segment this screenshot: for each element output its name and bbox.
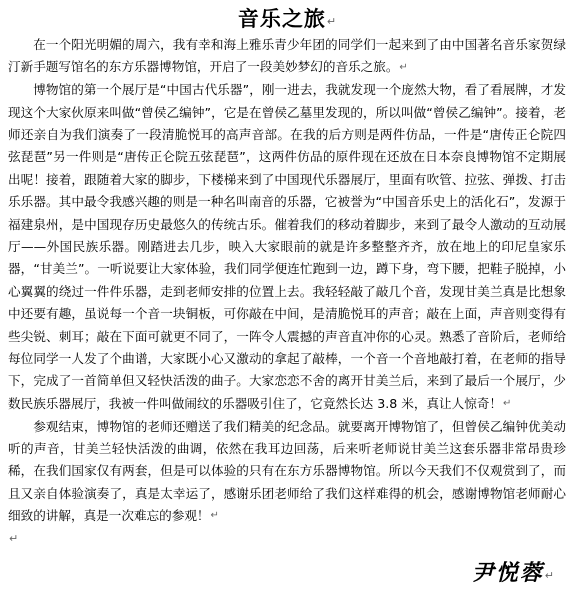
author-signature: 尹悦蓉 (471, 560, 544, 586)
signature-row (472, 556, 554, 590)
paragraph-1 (8, 34, 566, 79)
paragraph-mark-icon: ↵ (326, 14, 337, 28)
paragraph-3 (8, 416, 566, 528)
paragraph-1-text: 在一个阳光明媚的周六，我有幸和海上雅乐青少年团的同学们一起来到了由中国著名音乐家贺绿汀新手题写馆名的东方乐器博物馆，开启了一段美妙梦幻的音乐之旅。 (8, 37, 566, 75)
title-row (8, 4, 566, 34)
paragraph-mark-icon: ↵ (9, 531, 19, 545)
paragraph-mark-icon: ↵ (544, 568, 554, 582)
paragraph-2 (8, 79, 566, 415)
document-title: 音乐之旅 (237, 6, 326, 31)
paragraph-2-text: 博物馆的第一个展厅是“中国古代乐器”，刚一进去，我就发现一个庞然大物，看了看展牌，才发现这个大家伙原来叫做“曾侯乙编钟”，它是在曾侯乙墓里发现的，所以叫做“曾侯乙编钟”。接着，老师还亲自为我们演奏了一段清脆悦耳的高声音部。在我的后方则是两件仿品，一件是“唐传正仑院四弦琵琶”另一件则是“唐传正仑院五弦琵琶”，这两件仿品的原件现在还放在日本奈良博物馆不定期展出呢！接着，跟随着大家的脚步，下楼梯来到了中国现代乐器展厅，里面有吹管、拉弦、弹拨、打击乐乐器。其中最令我感兴趣的则是一种名叫南音的乐器，它被誉为“中国音乐史上的活化石”，发源于福建泉州，是中国现存历史最悠久的传统古乐。催着我们的移动着脚步，来到了最令人激动的互动展厅——外国民族乐器。刚踏进去几步，映入大家眼前的就是许多整整齐齐，放在地上的印尼皇家乐器，“甘美兰”。一听说要让大家体验，我们同学便连忙跑到一边，蹲下身，弯下腰，把鞋子脱掉，小心翼翼的绕过一件件乐器，走到老师安排的位置上去。我轻轻敲了敲几个音，发现甘美兰真是比想象中还要有趣，虽说每一个音一块铜板，可你敲在中间，是清脆悦耳的声音；敲在上面，声音则变得有些尖锐、刺耳；敲在下面可就更不同了，一阵令人震撼的声音直冲你的心灵。熟悉了音阶后，老师给每位同学一人发了个曲谱，大家既小心又激动的拿起了敲棒，一个音一个音地敲打着，在老师的指导下，完成了一首简单但又轻快活泼的曲子。大家恋恋不舍的离开甘美兰后，来到了最后一个展厅，少数民族乐器展厅，我被一件叫做闹纹的乐器吸引住了，它竟然长达 3.8 米，真让人惊奇！ (8, 82, 566, 411)
paragraph-3-text: 参观结束，博物馆的老师还赠送了我们精美的纪念品。就要离开博物馆了，但曾侯乙编钟优美动听的声音，甘美兰轻快活泼的曲调，依然在我耳边回荡，后来听老师说甘美兰这套乐器非常昂贵珍稀，在我们国家仅有两套，但是可以体验的只有在东方乐器博物馆。所以今天我们不仅观赏到了，而且又亲自体验演奏了，真是太幸运了，感谢乐团老师给了我们这样难得的机会，感谢博物馆老师耐心细致的讲解，真是一次难忘的参观！ (8, 418, 566, 524)
blank-line (8, 528, 566, 550)
paragraph-mark-icon: ↵ (399, 61, 408, 73)
paragraph-mark-icon: ↵ (503, 398, 512, 410)
paragraph-mark-icon: ↵ (210, 510, 219, 522)
